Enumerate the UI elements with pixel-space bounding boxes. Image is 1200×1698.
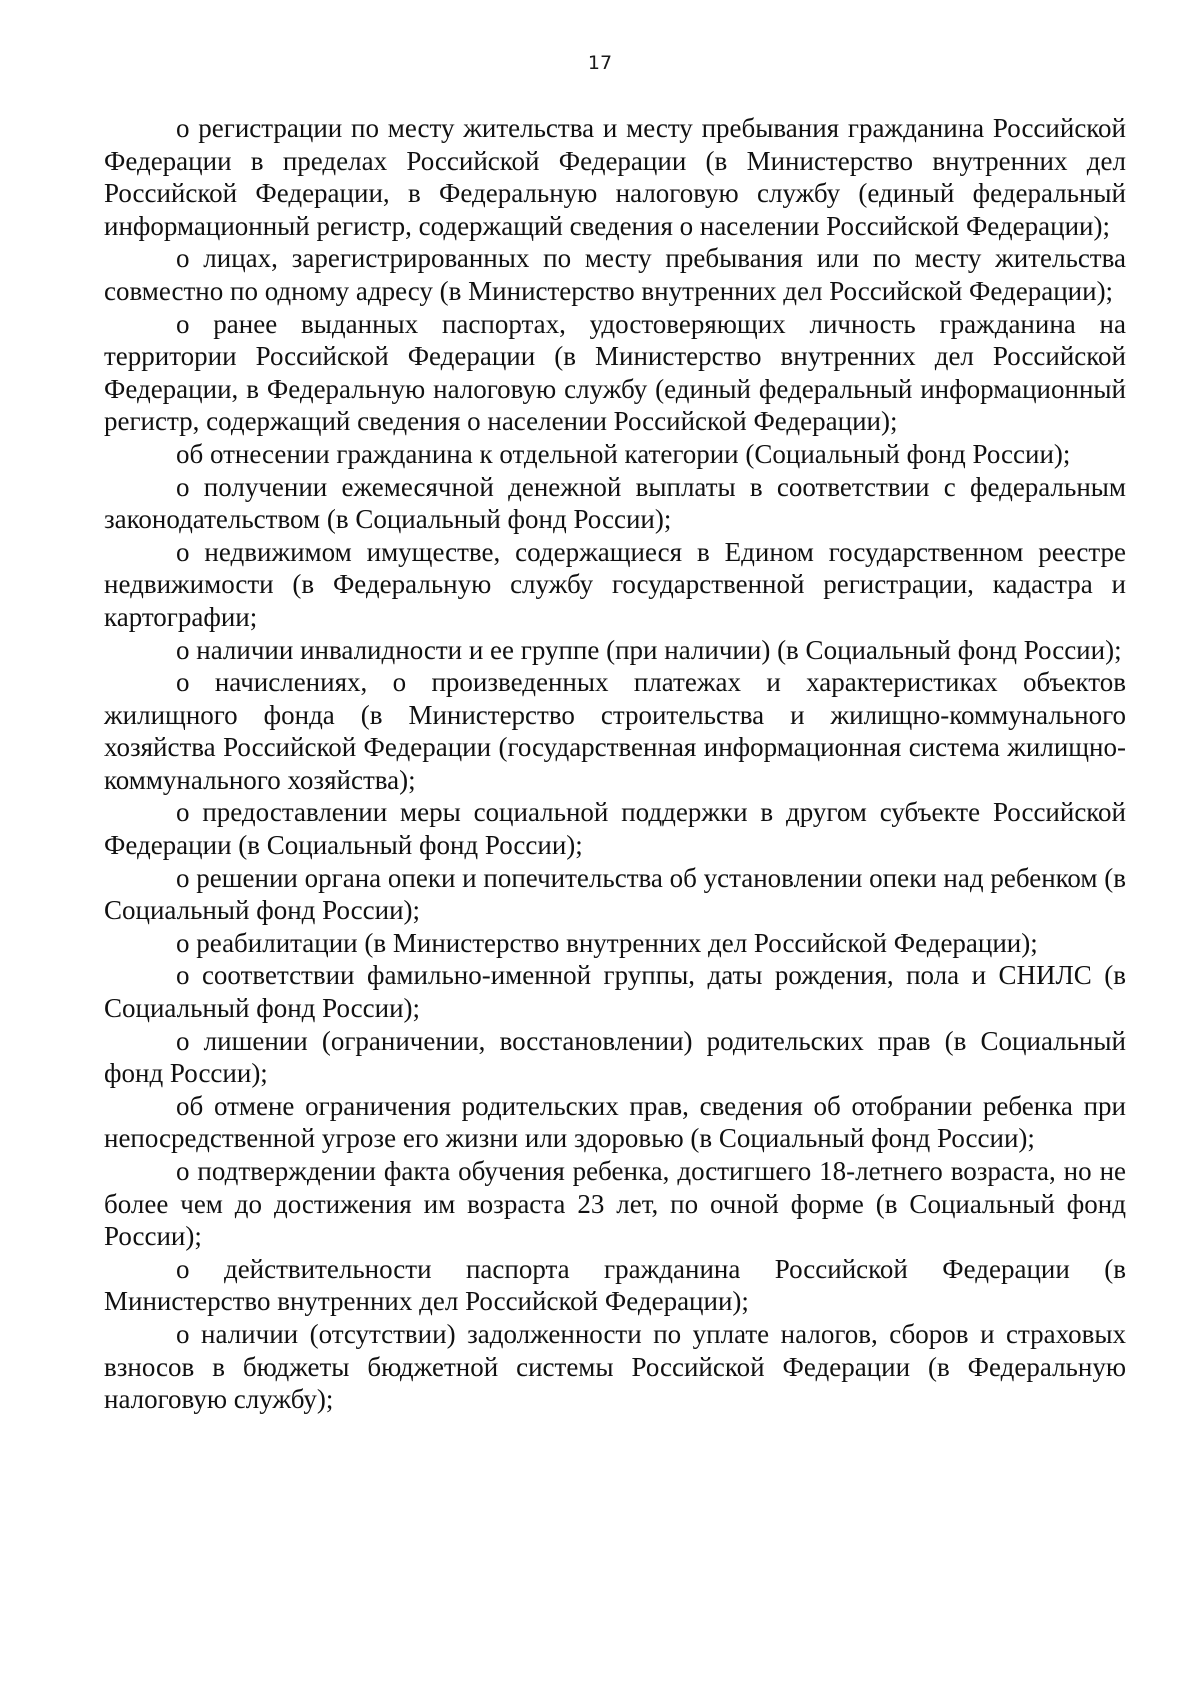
paragraph: о наличии (отсутствии) задолженности по уплате налогов, сборов и страховых взносов в бюджеты бюджетной системы Российской Федерации (в Федеральную налоговую службу); <box>104 1318 1126 1415</box>
paragraph: о решении органа опеки и попечительства об установлении опеки над ребенком (в Социальный фонд России); <box>104 862 1126 926</box>
paragraph: о получении ежемесячной денежной выплаты в соответствии с федеральным законодательством (в Социальный фонд России); <box>104 471 1126 535</box>
paragraph: о соответствии фамильно-именной группы, даты рождения, пола и СНИЛС (в Социальный фонд России); <box>104 960 1126 1024</box>
paragraph: о подтверждении факта обучения ребенка, достигшего 18-летнего возраста, но не более чем до достижения им возраста 23 лет, по очной форме (в Социальный фонд России); <box>104 1156 1126 1252</box>
paragraph: о лицах, зарегистрированных по месту пребывания или по месту жительства совместно по одному адресу (в Министерство внутренних дел Российской Федерации); <box>104 243 1126 306</box>
page-number: 17 <box>587 52 613 74</box>
paragraph: о лишении (ограничении, восстановлении) родительских прав (в Социальный фонд России); <box>104 1025 1126 1089</box>
paragraph: о ранее выданных паспортах, удостоверяющих личность гражданина на территории Российской Федерации (в Министерство внутренних дел Российской Федерации, в Федеральную налоговую службу (единый федеральный информационный регистр, содержащий сведения о населении Российской Федерации); <box>104 308 1126 437</box>
paragraph: об отнесении гражданина к отдельной категории (Социальный фонд России); <box>176 438 1071 469</box>
paragraph: о начислениях, о произведенных платежах и характеристиках объектов жилищного фонда (в Министерство строительства и жилищно-коммунального хозяйства Российской Федерации (государственная информационная система жилищно-коммунального хозяйства); <box>104 667 1126 795</box>
paragraph: о реабилитации (в Министерство внутренних дел Российской Федерации); <box>176 927 1038 958</box>
paragraph: о регистрации по месту жительства и месту пребывания гражданина Российской Федерации в пределах Российской Федерации (в Министерство внутренних дел Российской Федерации, в Федеральную налоговую службу (единый федеральный информационный регистр, содержащий сведения о населении Российской Федерации); <box>104 113 1126 241</box>
paragraph: о действительности паспорта гражданина Российской Федерации (в Министерство внутренних дел Российской Федерации); <box>104 1253 1126 1317</box>
paragraph: о предоставлении меры социальной поддержки в другом субъекте Российской Федерации (в Социальный фонд России); <box>104 797 1126 861</box>
paragraph: о недвижимом имуществе, содержащиеся в Едином государственном реестре недвижимости (в Федеральную службу государственной регистрации, кадастра и картографии; <box>104 536 1126 632</box>
document-body <box>104 112 1126 1416</box>
paragraph: о наличии инвалидности и ее группе (при наличии) (в Социальный фонд России); <box>176 634 1122 665</box>
paragraph: об отмене ограничения родительских прав, сведения об отобрании ребенка при непосредственной угрозе его жизни или здоровью (в Социальный фонд России); <box>104 1090 1126 1154</box>
